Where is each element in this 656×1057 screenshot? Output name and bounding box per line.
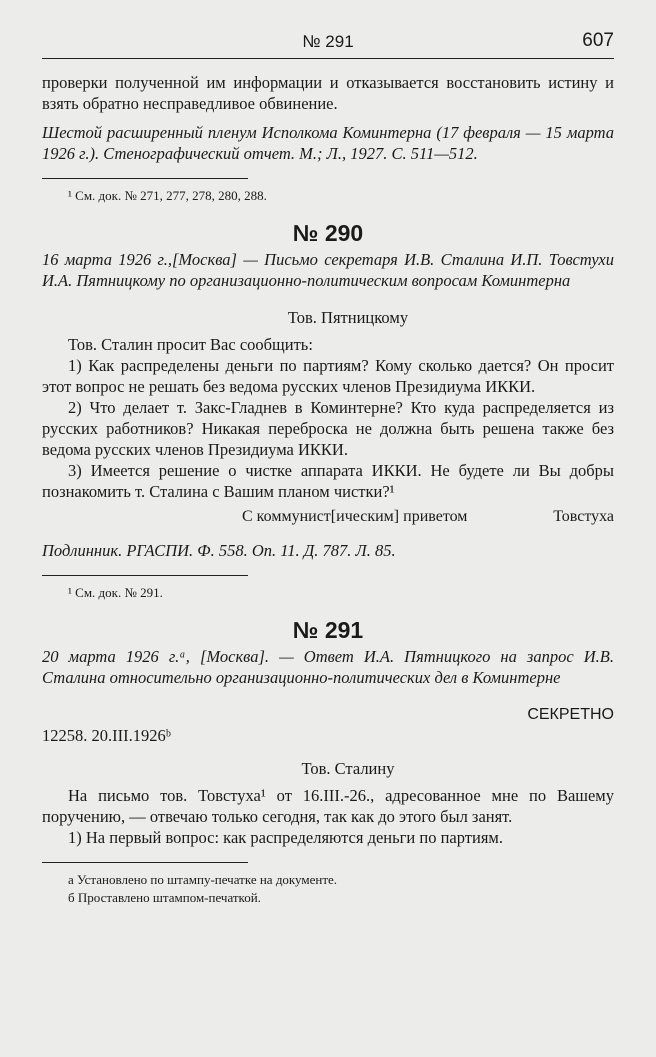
doc-290-heading: 16 марта 1926 г.,[Москва] — Письмо секретаря И.В. Сталина И.П. Товстухи И.А. Пятницкому по организационно-политическим вопросам Коминтерна bbox=[42, 250, 614, 290]
doc-291-number: № 291 bbox=[292, 617, 364, 643]
doc-290-paragraph: 2) Что делает т. Закс-Гладнев в Коминтерне? Кто куда распределяется из русских работников? Никакая переброска не должна быть решена также без ведома русских членов Президиума ИККИ. bbox=[42, 398, 614, 459]
intro-text: проверки полученной им информации и отказывается восстановить истину и взять обратно несправедливое обвинение. bbox=[42, 73, 614, 113]
footnote-rule bbox=[42, 575, 248, 576]
doc-290-paragraph: 3) Имеется решение о чистке аппарата ИККИ. Не будете ли Вы добры познакомить т. Сталина с Вашим планом чистки?¹ bbox=[42, 461, 614, 501]
secret-stamp: СЕКРЕТНО bbox=[527, 706, 614, 723]
doc-291-reg-number: 12258. 20.III.1926ᵇ bbox=[42, 726, 171, 745]
doc-290-paragraph: Тов. Сталин просит Вас сообщить: bbox=[68, 335, 313, 354]
doc-290-footnote: ¹ См. док. № 291. bbox=[68, 585, 163, 600]
footnote-rule bbox=[42, 862, 248, 863]
doc-290-greeting: С коммунист[ическим] приветом bbox=[242, 508, 468, 525]
intro-source: Шестой расширенный пленум Исполкома Коминтерна (17 февраля — 15 марта 1926 г.). Стенографический отчет. М.; Л., 1927. С. 511—512. bbox=[42, 123, 614, 163]
doc-290-source: Подлинник. РГАСПИ. Ф. 558. Оп. 11. Д. 787. Л. 85. bbox=[42, 541, 396, 560]
page-number: 607 bbox=[582, 30, 614, 51]
doc-290-signature: Товстуха bbox=[553, 508, 614, 525]
doc-290-signoff bbox=[42, 508, 614, 526]
doc-291-footnote: б Проставлено штампом-печаткой. bbox=[68, 890, 261, 905]
header-doc-number: № 291 bbox=[302, 32, 354, 51]
doc-290-number: № 290 bbox=[292, 220, 364, 246]
doc-291-paragraph: 1) На первый вопрос: как распределяются деньги по партиям. bbox=[68, 828, 503, 847]
page-body bbox=[42, 72, 614, 907]
running-header bbox=[42, 28, 614, 59]
intro-footnote: ¹ См. док. № 271, 277, 278, 280, 288. bbox=[68, 188, 267, 203]
doc-291-heading: 20 марта 1926 г.ᵃ, [Москва]. — Ответ И.А. Пятницкого на запрос И.В. Сталина относительно организационно-политических дел в Коминтерне bbox=[42, 647, 614, 687]
doc-291-footnote: а Установлено по штампу-печатке на документе. bbox=[68, 872, 338, 887]
doc-290-addressee: Тов. Пятницкому bbox=[287, 308, 409, 327]
doc-291-paragraph: На письмо тов. Товстуха¹ от 16.III.-26., адресованное мне по Вашему поручению, — отвечаю только сегодня, так как до этого был занят. bbox=[42, 786, 614, 826]
doc-291-addressee: Тов. Сталину bbox=[301, 759, 395, 778]
footnote-rule bbox=[42, 178, 248, 179]
doc-290-paragraph: 1) Как распределены деньги по партиям? Кому сколько дается? Он просит этот вопрос не решать без ведома русских членов Президиума ИККИ. bbox=[42, 356, 614, 396]
